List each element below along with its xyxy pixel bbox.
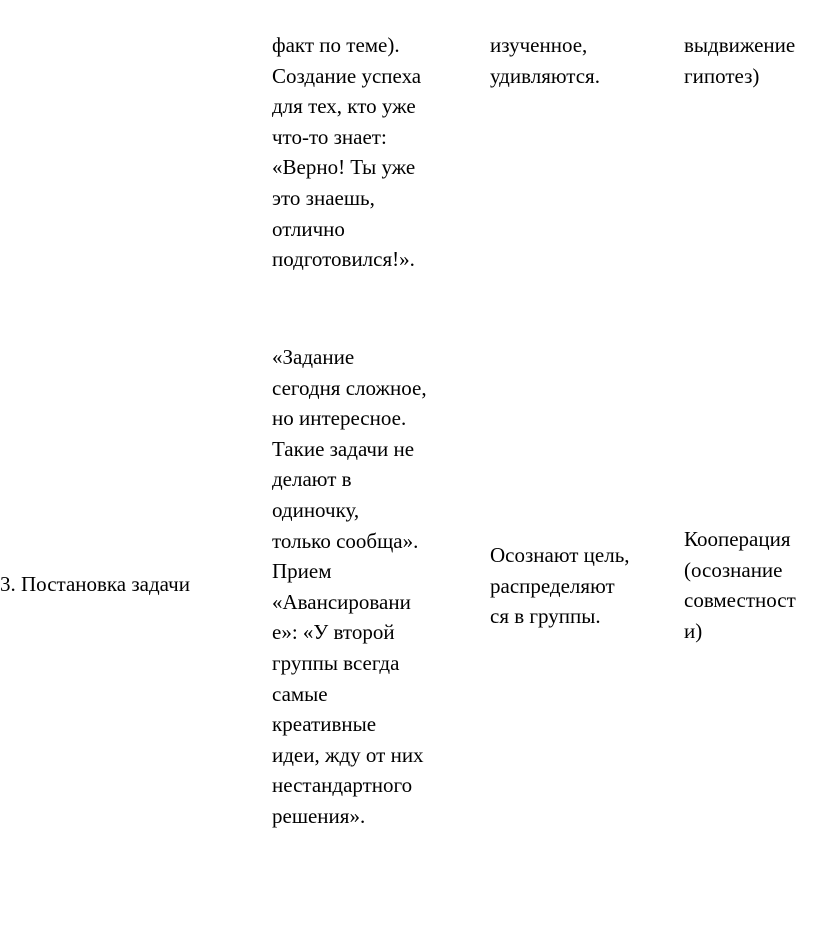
text-line: выдвижение [684,33,796,57]
text-line: «Авансировани [272,589,411,614]
text-line: нестандартного [272,773,413,798]
text-line: удивляются. [490,63,600,88]
text-line: подготовился!». [272,247,415,272]
text-line: изученное, [490,33,588,57]
text-line: Осознают цель, [490,543,630,567]
text-line: ся в группы. [490,604,601,629]
row1-student-activity [490,30,600,91]
text-line: креативные [272,712,377,737]
row2-stage-label [0,569,190,600]
row2-uud [684,524,796,646]
text-line: Создание успеха [272,63,422,88]
text-line: что-то знает: [272,124,387,149]
text-line: группы всегда [272,650,400,675]
row1-teacher-activity [272,30,421,275]
text-line: самые [272,681,328,706]
text-line: Кооперация [684,527,791,551]
text-line: решения». [272,803,366,828]
row1-uud [684,30,795,91]
text-line: и) [684,618,703,643]
text-line: только сообща». [272,528,419,553]
text-line: Прием [272,559,332,584]
text-line: «Задание [272,345,355,369]
text-line: отлично [272,216,345,241]
text-line: но интересное. [272,406,407,431]
text-line: совместност [684,588,796,613]
text-line: распределяют [490,573,615,598]
text-line: «Верно! Ты уже [272,155,416,180]
text-line: (осознание [684,557,783,582]
text-line: сегодня сложное, [272,375,427,400]
text-line: е»: «У второй [272,620,395,645]
row2-student-activity [490,540,630,632]
text-line: факт по теме). [272,33,400,57]
stage-title: 3. Постановка задачи [0,572,190,596]
row2-teacher-activity [272,342,427,832]
text-line: для тех, кто уже [272,94,416,119]
text-line: гипотез) [684,63,760,88]
text-line: делают в [272,467,352,492]
text-line: это знаешь, [272,185,375,210]
text-line: одиночку, [272,497,360,522]
text-line: Такие задачи не [272,436,415,461]
text-line: идеи, жду от них [272,742,424,767]
